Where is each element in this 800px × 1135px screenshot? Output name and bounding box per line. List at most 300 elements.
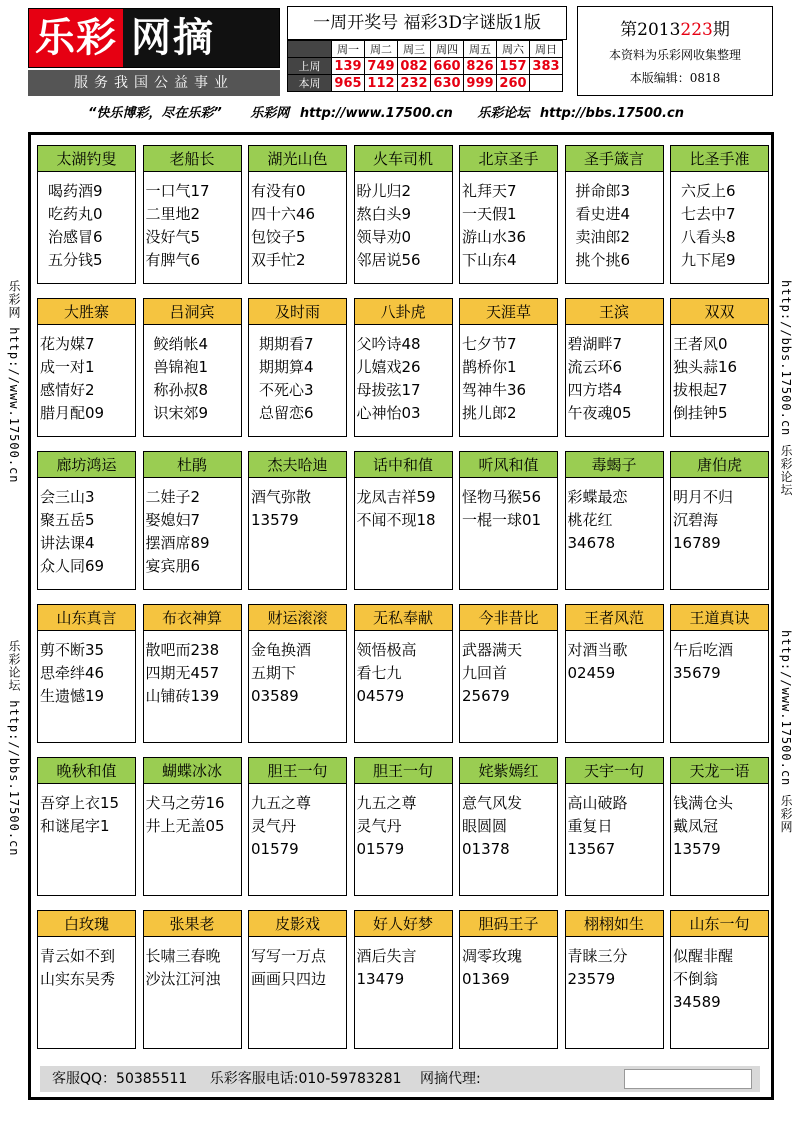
riddle-cell [565,757,664,896]
riddle-cell [354,451,453,590]
riddle-cell-body [144,937,241,991]
riddle-cell-body [38,325,135,425]
riddle-cell-body [460,478,557,532]
riddle-line: 拼命郎3 [575,182,631,200]
riddle-cell-body [355,937,452,991]
draw-number: 749 [365,58,398,75]
riddle-line: 独头蒜16 [673,358,738,376]
riddle-cell [459,757,558,896]
riddle-cell-body [355,325,452,425]
riddle-line: 盼儿归2 [356,182,412,200]
riddle-cell-body [671,325,768,425]
riddle-cell [248,451,347,590]
riddle-cell [37,604,136,743]
riddle-line: 倒挂钟5 [673,404,728,422]
riddle-cell-body [249,325,346,425]
riddle-cell [670,298,769,437]
riddle-line: 高山破路 [567,794,628,812]
riddle-line: 怪物马猴56 [462,488,542,506]
riddle-cell-title: 天涯草 [460,299,557,325]
riddle-cell-title: 姹紫嫣红 [460,758,557,784]
riddle-line: 喝药酒9 [48,182,103,200]
riddle-line: 桃花红 [567,511,613,529]
riddle-cell-title: 老船长 [144,146,241,172]
riddle-line: 戴凤冠 [673,817,719,835]
last-week-label: 上周 [288,58,332,75]
riddle-line: 没好气5 [145,228,201,246]
riddle-cell [670,757,769,896]
riddle-cell-title: 大胜寨 [38,299,135,325]
riddle-line: 九五之尊 [356,794,417,812]
riddle-cell [37,298,136,437]
riddle-line: 13579 [673,840,721,858]
riddle-cell [565,145,664,284]
riddle-cell-body [38,784,135,838]
riddle-cell-title: 圣手箴言 [566,146,663,172]
riddle-line: 识宋郊9 [153,404,209,422]
riddle-line: 流云环6 [567,358,623,376]
riddle-cell-title: 皮影戏 [249,911,346,937]
logo-red-text: 乐彩 [29,9,123,67]
riddle-line: 会三山3 [40,488,95,506]
riddle-panel [28,132,774,1100]
riddle-cell-body [249,172,346,272]
riddle-cell [354,910,453,1049]
riddle-line: 领导劝0 [356,228,412,246]
riddle-cell-title: 晚秋和值 [38,758,135,784]
riddle-line: 眼圆圆 [462,817,508,835]
riddle-line: 生遗憾19 [40,687,105,705]
site-url[interactable]: http://www.17500.cn [299,106,453,121]
day-header: 周二 [365,41,398,58]
riddle-cell-body [566,937,663,991]
riddle-cell-title: 火车司机 [355,146,452,172]
riddle-line: 看史进4 [575,205,631,223]
riddle-cell-title: 无私奉献 [355,605,452,631]
footer-phone: 乐彩客服电话:010-59783281 [209,1071,402,1087]
riddle-line: 成一对1 [40,358,95,376]
riddle-cell-title: 胆王一句 [249,758,346,784]
riddle-cell-title: 天龙一语 [671,758,768,784]
riddle-cell-body [38,172,135,272]
draw-title: 一周开奖号 福彩3D字谜版1版 [287,6,567,40]
riddle-line: 钱满仓头 [673,794,734,812]
riddle-line: 不闻不现18 [356,511,436,529]
riddle-line: 五期下 [251,664,297,682]
riddle-cell-body [249,784,346,861]
riddle-cell [459,451,558,590]
riddle-line: 意气风发 [462,794,523,812]
riddle-line: 沉碧海 [673,511,719,529]
riddle-cell-title: 好人好梦 [355,911,452,937]
riddle-line: 九回首 [462,664,508,682]
riddle-line: 03589 [251,687,299,705]
riddle-line: 思牵绊46 [40,664,105,682]
riddle-cell [143,145,242,284]
sidebar-right-top: http://bbs.17500.cn 乐彩论坛 [779,280,793,497]
riddle-line: 八看头8 [681,228,736,246]
riddle-cell-title: 今非昔比 [460,605,557,631]
riddle-cell-body [355,478,452,532]
riddle-cell-title: 山东真言 [38,605,135,631]
riddle-line: 不倒翁 [673,970,719,988]
riddle-cell-body [144,325,241,425]
riddle-line: 七夕节7 [462,335,517,353]
riddle-cell-body [671,937,768,1014]
riddle-cell-body [460,325,557,425]
riddle-cell [565,451,664,590]
riddle-line: 画画只四边 [251,970,327,988]
riddle-line: 似醒非醒 [673,947,734,965]
motto-bar [28,103,774,125]
draw-days-row [288,41,563,58]
riddle-cell-title: 杰夫哈迪 [249,452,346,478]
riddle-line: 对酒当歌 [567,641,628,659]
riddle-line: 摆酒席89 [145,534,210,552]
riddle-cell [354,604,453,743]
riddle-cell-title: 王者风范 [566,605,663,631]
riddle-cell-title: 八卦虎 [355,299,452,325]
riddle-cell-title: 毒蝎子 [566,452,663,478]
riddle-line: 01579 [251,840,299,858]
riddle-cell [670,145,769,284]
riddle-line: 二里地2 [145,205,201,223]
riddle-line: 包饺子5 [251,228,306,246]
riddle-cell [459,910,558,1049]
riddle-line: 双手忙2 [251,251,306,269]
riddle-cell [459,604,558,743]
riddle-line: 期期算4 [259,358,314,376]
riddle-line: 母拔弦17 [356,381,421,399]
slogan: 服务我国公益事业 [28,70,280,96]
riddle-cell [143,910,242,1049]
riddle-line: 王者风0 [673,335,728,353]
riddle-cell-title: 胆王一句 [355,758,452,784]
riddle-cell-title: 蝴蝶冰冰 [144,758,241,784]
agent-field[interactable] [624,1069,752,1089]
riddle-cell-title: 话中和值 [355,452,452,478]
riddle-cell-title: 王道真诀 [671,605,768,631]
site-name: 乐彩网 [250,106,290,121]
riddle-line: 六反上6 [681,182,736,200]
riddle-line: 拔根起7 [673,381,728,399]
riddle-cell-body [144,172,241,272]
riddle-line: 一口气17 [145,182,210,200]
riddle-line: 心神怡03 [356,404,421,422]
riddle-cell [670,451,769,590]
riddle-cell-title: 廊坊鸿运 [38,452,135,478]
riddle-line: 挑儿郎2 [462,404,517,422]
day-header: 周四 [431,41,464,58]
riddle-line: 不死心3 [259,381,314,399]
riddle-cell-body [671,478,768,555]
riddle-line: 挑个挑6 [575,251,631,269]
riddle-line: 腊月配09 [40,404,105,422]
riddle-line: 四期无457 [145,664,220,682]
this-week-row [288,75,563,92]
draw-number: 157 [497,58,530,75]
riddle-line: 散吧而238 [145,641,220,659]
riddle-line: 井上无盖05 [145,817,225,835]
riddle-cell [459,145,558,284]
draw-number: 999 [464,75,497,92]
riddle-cell [248,757,347,896]
draw-number: 112 [365,75,398,92]
riddle-line: 16789 [673,534,721,552]
riddle-line: 剪不断35 [40,641,105,659]
riddle-line: 01378 [462,840,510,858]
riddle-line: 35679 [673,664,721,682]
riddle-line: 山实东吴秀 [40,970,116,988]
draw-number: 383 [530,58,563,75]
riddle-line: 期期看7 [259,335,314,353]
riddle-cell-body [249,478,346,532]
riddle-line: 感情好2 [40,381,95,399]
riddle-cell-body [144,478,241,578]
riddle-line: 二娃子2 [145,488,201,506]
riddle-line: 青云如不到 [40,947,116,965]
riddle-line: 兽锦袍1 [153,358,209,376]
footer-qq: 客服QQ：50385511 [52,1071,188,1087]
riddle-cell-body [355,631,452,708]
riddle-line: 卖油郎2 [575,228,631,246]
riddle-line: 鲛绡帐4 [153,335,209,353]
riddle-cell [565,910,664,1049]
riddle-line: 四方塔4 [567,381,623,399]
riddle-line: 酒气弥散 [251,488,312,506]
riddle-cell-body [566,325,663,425]
issue-box [577,6,773,96]
riddle-line: 领悟极高 [356,641,417,659]
riddle-line: 驾神牛36 [462,381,527,399]
draw-number: 826 [464,58,497,75]
riddle-cell-body [460,937,557,991]
draw-table [287,40,563,92]
riddle-cell-body [38,478,135,578]
riddle-cell-title: 天宇一句 [566,758,663,784]
riddle-line: 熬白头9 [356,205,412,223]
logo [28,8,280,68]
riddle-line: 一棍一球01 [462,511,542,529]
draw-number: 139 [332,58,365,75]
riddle-line: 总留恋6 [259,404,314,422]
riddle-cell-title: 湖光山色 [249,146,346,172]
riddle-cell-body [566,478,663,555]
riddle-line: 灵气丹 [251,817,297,835]
riddle-cell [248,604,347,743]
riddle-cell [670,604,769,743]
riddle-line: 治感冒6 [48,228,103,246]
riddle-cell-body [671,172,768,272]
riddle-cell-body [144,631,241,708]
last-week-row [288,58,563,75]
editor-note: 本版编辑：0818 [629,71,721,85]
riddle-line: 宴宾朋6 [145,557,201,575]
day-header: 周五 [464,41,497,58]
riddle-line: 吃药丸0 [48,205,103,223]
riddle-line: 13567 [567,840,616,858]
riddle-cell-title: 栩栩如生 [566,911,663,937]
sidebar-left-bottom: 乐彩论坛 http://bbs.17500.cn [7,640,21,857]
riddle-line: 七去中7 [681,205,736,223]
source-note: 本资料为乐彩网收集整理 [608,48,741,62]
riddle-line: 看七九 [356,664,402,682]
riddle-line: 13579 [251,511,299,529]
riddle-line: 沙汰江河浊 [145,970,221,988]
riddle-line: 吾穿上衣15 [40,794,120,812]
riddle-cell-body [671,784,768,861]
riddle-cell [248,910,347,1049]
riddle-line: 01579 [356,840,405,858]
riddle-line: 午夜魂05 [567,404,632,422]
riddle-cell-title: 唐伯虎 [671,452,768,478]
riddle-line: 凋零玫瑰 [462,947,523,965]
draw-number: 965 [332,75,365,92]
riddle-cell [354,298,453,437]
riddle-cell [37,910,136,1049]
riddle-line: 酒后失言 [356,947,417,965]
riddle-cell-body [355,784,452,861]
riddle-line: 有没有0 [251,182,306,200]
draw-number: 082 [398,58,431,75]
riddle-cell-title: 比圣手准 [671,146,768,172]
riddle-line: 01369 [462,970,510,988]
riddle-line: 九下尾9 [681,251,736,269]
issue-number: 第2013223期 [620,20,730,40]
logo-black-text: 网摘 [123,9,279,67]
riddle-cell [459,298,558,437]
riddle-line: 娶媳妇7 [145,511,201,529]
riddle-cell-body [249,937,346,991]
riddle-line: 众人同69 [40,557,105,575]
riddle-line: 龙凤吉祥59 [356,488,436,506]
riddle-cell-body [566,172,663,272]
riddle-cell-body [355,172,452,272]
forum-url[interactable]: http://bbs.17500.cn [539,106,684,121]
riddle-line: 02459 [567,664,616,682]
riddle-cell-title: 胆码王子 [460,911,557,937]
riddle-cell [248,298,347,437]
riddle-cell-title: 北京圣手 [460,146,557,172]
riddle-cell-body [460,172,557,272]
draw-number: 260 [497,75,530,92]
riddle-cell-title: 山东一句 [671,911,768,937]
riddle-cell [37,757,136,896]
riddle-line: 34589 [673,993,721,1011]
riddle-line: 下山东4 [462,251,517,269]
riddle-line: 九五之尊 [251,794,312,812]
riddle-cell-title: 财运滚滚 [249,605,346,631]
riddle-cell-title: 双双 [671,299,768,325]
riddle-line: 讲法课4 [40,534,95,552]
forum-name: 乐彩论坛 [477,106,530,121]
riddle-line: 和谜尾字1 [40,817,110,835]
riddle-line: 儿嬉戏26 [356,358,421,376]
riddle-line: 23579 [567,970,616,988]
riddle-cell [143,604,242,743]
day-header: 周一 [332,41,365,58]
riddle-line: 花为媒7 [40,335,95,353]
riddle-cell-body [460,631,557,708]
day-header: 周六 [497,41,530,58]
riddle-cell [143,757,242,896]
riddle-cell-title: 听风和值 [460,452,557,478]
riddle-line: 明月不归 [673,488,734,506]
riddle-cell-body [566,631,663,685]
riddle-cell [354,145,453,284]
day-header: 周日 [530,41,563,58]
riddle-line: 34678 [567,534,616,552]
riddle-line: 碧湖畔7 [567,335,623,353]
riddle-cell [37,451,136,590]
draw-number: 630 [431,75,464,92]
riddle-line: 04579 [356,687,405,705]
riddle-line: 彩蝶最恋 [567,488,628,506]
riddle-line: 重复日 [567,817,613,835]
riddle-cell-title: 杜鹃 [144,452,241,478]
riddle-line: 聚五岳5 [40,511,95,529]
riddle-cell-body [144,784,241,838]
riddle-cell-title: 吕洞宾 [144,299,241,325]
riddle-line: 礼拜天7 [462,182,517,200]
riddle-line: 父吟诗48 [356,335,421,353]
riddle-cell [354,757,453,896]
draw-number: 660 [431,58,464,75]
footer-agent: 网摘代理: [419,1071,481,1087]
sidebar-right-bottom: http://www.17500.cn 乐彩网 [779,630,793,834]
riddle-line: 四十六46 [251,205,316,223]
riddle-cell-body [671,631,768,685]
riddle-cell [670,910,769,1049]
riddle-cell-body [38,631,135,708]
riddle-cell-title: 白玫瑰 [38,911,135,937]
draw-number: 232 [398,75,431,92]
riddle-line: 金龟换酒 [251,641,312,659]
riddle-line: 灵气丹 [356,817,402,835]
riddle-line: 长啸三春晚 [145,947,221,965]
riddle-cell [565,298,664,437]
riddle-cell [143,298,242,437]
riddle-cell-body [566,784,663,861]
riddle-line: 五分钱5 [48,251,103,269]
this-week-label: 本周 [288,75,332,92]
riddle-cell [565,604,664,743]
riddle-cell-title: 布衣神算 [144,605,241,631]
sidebar-left-top: 乐彩网 http://www.17500.cn [7,280,21,484]
motto: “快乐博彩，尽在乐彩” [88,106,222,121]
riddle-line: 午后吃酒 [673,641,734,659]
riddle-line: 称孙叔8 [153,381,209,399]
riddle-cell-body [249,631,346,708]
riddle-cell [248,145,347,284]
riddle-line: 山铺砖139 [145,687,220,705]
riddle-line: 武器满天 [462,641,523,659]
riddle-line: 邻居说56 [356,251,421,269]
riddle-cell-title: 王滨 [566,299,663,325]
riddle-cell-title: 太湖钓叟 [38,146,135,172]
riddle-cell-title: 及时雨 [249,299,346,325]
riddle-line: 青睐三分 [567,947,628,965]
riddle-cell [37,145,136,284]
riddle-line: 有脾气6 [145,251,201,269]
day-header: 周三 [398,41,431,58]
riddle-cell-body [38,937,135,991]
riddle-cell [143,451,242,590]
riddle-line: 写写一万点 [251,947,327,965]
draw-number [530,75,563,92]
footer-bar [40,1066,760,1092]
riddle-line: 25679 [462,687,510,705]
